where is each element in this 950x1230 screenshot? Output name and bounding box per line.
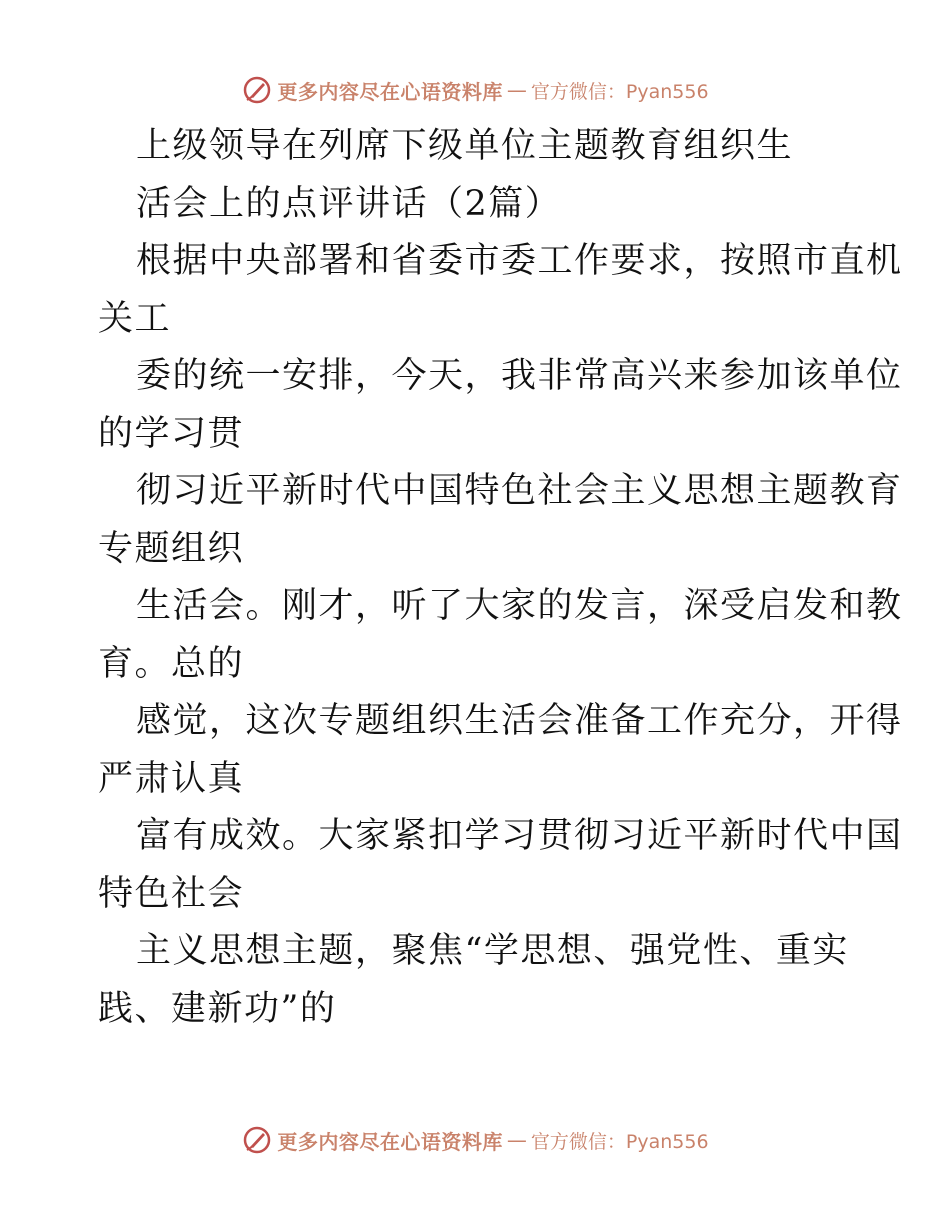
doc-line: 感觉，这次专题组织生活会准备工作充分，开得 [136,701,903,741]
doc-line: 育。总的 [98,643,245,684]
doc-line: 生活会。刚才，听了大家的发言，深受启发和教 [136,586,903,626]
quill-logo-icon [241,1124,273,1156]
doc-line: 践、建新功”的 [98,988,337,1029]
doc-line: 委的统一安排，今天，我非常高兴来参加该单位 [136,356,903,396]
doc-line: 特色社会 [98,873,245,914]
footer-watermark [0,1120,950,1160]
watermark-dash: — [506,78,527,102]
watermark-brand: 更多内容尽在心语资料库 [277,1129,503,1154]
doc-title-line-1: 上级领导在列席下级单位主题教育组织生 [136,126,794,166]
quill-logo-icon [241,74,273,106]
watermark-brand: 更多内容尽在心语资料库 [277,79,503,104]
doc-line: 彻习近平新时代中国特色社会主义思想主题教育 [136,471,903,511]
doc-line: 关工 [98,298,172,339]
doc-line: 主义思想主题，聚焦“学思想、强党性、重实 [136,931,849,971]
doc-line: 严肃认真 [98,758,245,799]
doc-title-line-2: 活会上的点评讲话（2篇） [136,183,562,224]
watermark-dash: — [506,1128,527,1152]
doc-line: 的学习贯 [98,413,245,454]
doc-line: 根据中央部署和省委市委工作要求，按照市直机 [136,241,903,281]
document-body [98,118,903,1038]
header-watermark [0,70,950,110]
doc-line: 专题组织 [98,528,245,569]
watermark-wechat: 官方微信：Pyan556 [530,80,709,103]
doc-line: 富有成效。大家紧扣学习贯彻习近平新时代中国 [136,816,903,856]
watermark-wechat: 官方微信：Pyan556 [530,1130,709,1153]
